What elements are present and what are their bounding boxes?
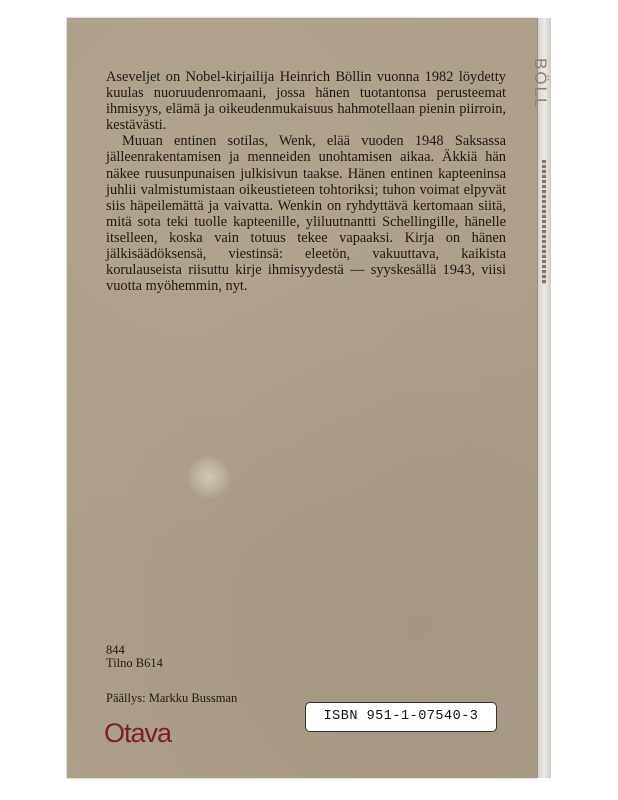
catalog-code: 844 <box>106 643 125 657</box>
cover-credit: Päällys: Markku Bussman <box>106 691 238 705</box>
book-spine <box>531 18 551 778</box>
spine-author: BÖLL <box>531 58 550 110</box>
cover-smudge <box>185 456 233 498</box>
isbn-label: ISBN 951-1-07540-3 <box>305 702 497 732</box>
blurb-text <box>106 69 506 294</box>
blurb-paragraph: Muuan entinen sotilas, Wenk, elää vuoden 1948 Saksassa jälleenrakentamisen ja menneiden unohtamisen aikaa. Äkkiä hän näkee ruusunpunaisen julkisivun taakse. Hänen entinen kapteeninsa juhlii valmistumistaan oikeustieteen tohtoriksi; tuhon voimat elpyvät siis häpeilemättä ja vaivatta. Wenkin on ryhdyttävä kertomaan siitä, mitä sota teki tuolle kapteenille, yliluutnantti Schellingille, hänelle itselleen, koska vain totuus tekee vapaaksi. Kirja on hänen jälkisäädöksensä, viestinsä: eleetön, vakuuttava, kaikista korulauseista riisuttu kirje ihmisyydestä — syyskesällä 1943, viisi vuotta myöhemmin, nyt. <box>106 133 506 295</box>
blurb-paragraph: Aseveljet on Nobel-kirjailija Heinrich Böllin vuonna 1982 löydetty kuulas nuoruudenromaani, jossa hänen tuotantonsa perusteemat ihmisyys, elämä ja oikeudenmukaisuus hahmotellaan pienin piirroin, kestävästi. <box>106 69 506 134</box>
publisher-logo: Otava <box>104 718 172 748</box>
spine-title-graphic <box>542 160 546 285</box>
catalog-class: Tilno B614 <box>106 656 163 670</box>
